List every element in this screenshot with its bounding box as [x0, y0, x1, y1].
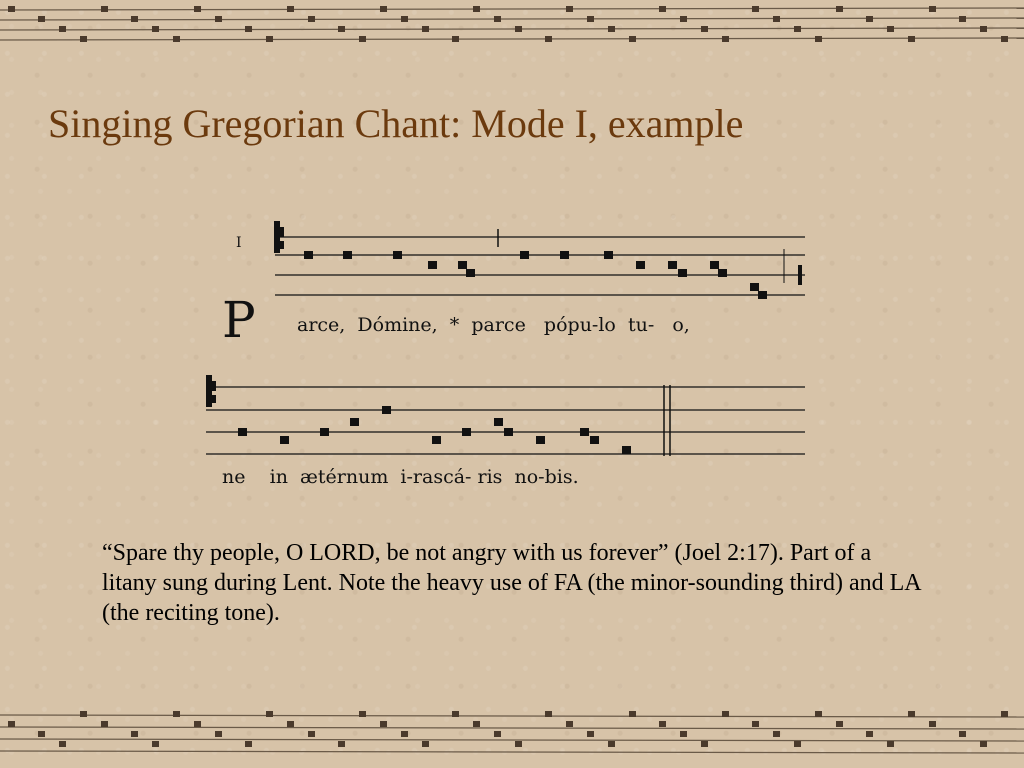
border-neume	[131, 731, 138, 737]
border-neume	[194, 6, 201, 12]
border-neume	[752, 6, 759, 12]
border-neume	[173, 36, 180, 42]
border-neume	[815, 711, 822, 717]
border-neume	[566, 6, 573, 12]
border-neume	[794, 26, 801, 32]
border-neume	[215, 731, 222, 737]
border-neume	[338, 26, 345, 32]
border-neume	[494, 16, 501, 22]
border-neume	[338, 741, 345, 747]
border-neume	[80, 711, 87, 717]
border-neume	[680, 731, 687, 737]
border-neume	[266, 711, 273, 717]
c-clef-2	[206, 375, 216, 407]
border-neume	[908, 36, 915, 42]
border-neume	[308, 731, 315, 737]
staff-line-2	[206, 387, 805, 454]
border-neume	[701, 741, 708, 747]
border-neume	[980, 741, 987, 747]
border-neume	[1001, 36, 1008, 42]
border-neume	[380, 721, 387, 727]
border-neume	[401, 731, 408, 737]
border-neume	[794, 741, 801, 747]
caption-text: “Spare thy people, O LORD, be not angry with us forever” (Joel 2:17). Part of a litany sung during Lent. Note the heavy use of FA (the minor-sounding third) and LA (the reciting tone).	[102, 540, 921, 626]
border-neume	[929, 6, 936, 12]
border-neume	[452, 36, 459, 42]
border-neume	[401, 16, 408, 22]
border-neume	[887, 741, 894, 747]
border-neume	[422, 26, 429, 32]
border-neume	[815, 36, 822, 42]
border-neume	[608, 26, 615, 32]
border-neume	[515, 26, 522, 32]
border-neume	[8, 721, 15, 727]
border-neume	[422, 741, 429, 747]
border-neume	[722, 711, 729, 717]
border-neume	[659, 6, 666, 12]
border-neume	[152, 26, 159, 32]
chant-notation	[200, 205, 820, 505]
border-neume	[545, 711, 552, 717]
staff-line-1	[275, 237, 805, 295]
border-neume	[629, 36, 636, 42]
border-neume	[866, 731, 873, 737]
border-neume	[773, 731, 780, 737]
border-neume	[587, 731, 594, 737]
border-neume	[101, 6, 108, 12]
border-neume	[101, 721, 108, 727]
mode-mark: I	[236, 235, 242, 251]
neumes-line-2	[238, 406, 631, 454]
border-neume	[59, 741, 66, 747]
border-neume	[566, 721, 573, 727]
border-neume	[359, 36, 366, 42]
border-neume	[152, 741, 159, 747]
border-neume	[359, 711, 366, 717]
border-neume	[8, 6, 15, 12]
slide-title: Singing Gregorian Chant: Mode I, example	[48, 101, 744, 146]
border-neume	[245, 26, 252, 32]
border-neume	[452, 711, 459, 717]
border-neume	[629, 711, 636, 717]
border-neume	[131, 16, 138, 22]
border-neume	[701, 26, 708, 32]
border-neume	[173, 711, 180, 717]
top-staff-border	[0, 0, 1024, 60]
border-neume	[980, 26, 987, 32]
border-neume	[287, 721, 294, 727]
border-neume	[215, 16, 222, 22]
border-neume	[80, 36, 87, 42]
border-neume	[473, 721, 480, 727]
bottom-staff-border	[0, 705, 1024, 765]
border-neume	[836, 6, 843, 12]
lyrics-line-2: ne in ætérnum i-rascá- ris no-bis.	[222, 466, 579, 488]
border-neume	[908, 711, 915, 717]
border-neume	[194, 721, 201, 727]
border-neume	[680, 16, 687, 22]
border-neume	[515, 741, 522, 747]
border-neume	[494, 731, 501, 737]
border-neume	[266, 36, 273, 42]
chant-score	[200, 205, 820, 505]
border-neume	[836, 721, 843, 727]
border-neume	[587, 16, 594, 22]
border-neume	[380, 6, 387, 12]
border-neume	[545, 36, 552, 42]
border-neume	[959, 16, 966, 22]
border-neume	[1001, 711, 1008, 717]
border-neume	[287, 6, 294, 12]
border-neume	[866, 16, 873, 22]
border-neume	[929, 721, 936, 727]
border-neume	[887, 26, 894, 32]
border-neume	[473, 6, 480, 12]
border-neume	[959, 731, 966, 737]
lyrics-line-1: arce, Dómine, * parce pópu-lo tu- o,	[297, 314, 690, 336]
border-neume	[752, 721, 759, 727]
border-neume	[38, 731, 45, 737]
neumes-line-1	[304, 229, 802, 299]
border-neume	[245, 741, 252, 747]
border-neume	[38, 16, 45, 22]
divisio-bar	[664, 385, 670, 456]
initial-letter: P	[222, 291, 256, 349]
border-neume	[308, 16, 315, 22]
border-neume	[659, 721, 666, 727]
border-neume	[773, 16, 780, 22]
c-clef-1	[274, 221, 284, 253]
border-neume	[722, 36, 729, 42]
border-neume	[608, 741, 615, 747]
border-neume	[59, 26, 66, 32]
